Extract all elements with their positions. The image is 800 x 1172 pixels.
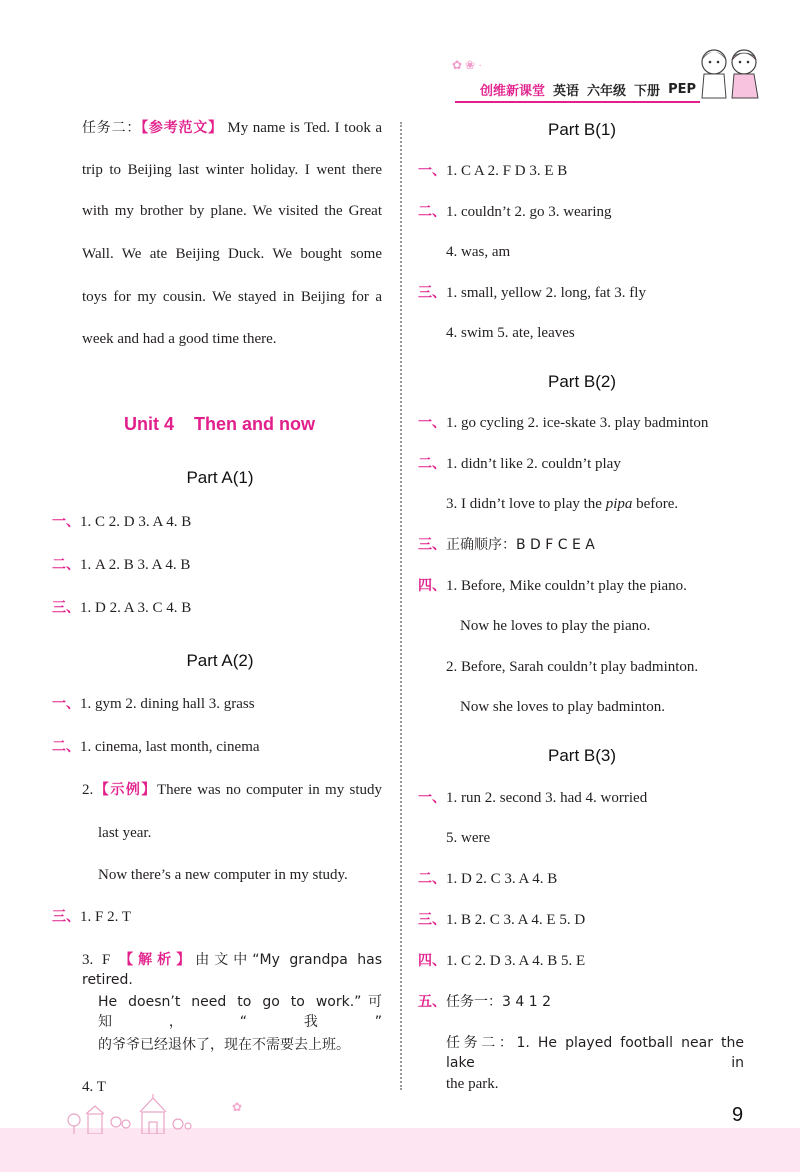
answer-row: 三、1. small, yellow 2. long, fat 3. fly <box>418 285 646 301</box>
answer-row: 2.【示例】There was no computer in my study <box>82 782 383 798</box>
answer-row: Now she loves to play badminton. <box>460 699 665 715</box>
grade-label: 六年级 <box>587 83 627 99</box>
subject-label: 英语 <box>553 83 580 99</box>
answer-row: 二、1. cinema, last month, cinema <box>52 739 260 755</box>
task2-text: My name is Ted. I took a <box>227 120 383 136</box>
task2-line-5: toys for my cousin. We stayed in Beijing for a <box>82 289 382 305</box>
header <box>480 78 696 100</box>
answer-row: 3. I didn’t love to play the pipa before. <box>446 496 679 512</box>
answer-row: 的爷爷已经退休了，现在不需要去上班。 <box>98 1037 350 1053</box>
answer-row: He doesn’t need to go to work.”可知，“我” <box>98 994 382 1030</box>
answer-row: 三、正确顺序：B D F C E A <box>418 537 595 553</box>
edition-label: PEP <box>668 81 696 97</box>
answer-row: 一、1. C A 2. F D 3. E B <box>418 163 568 179</box>
analysis-tag: 【解析】 <box>119 952 196 968</box>
answer-row: 4. was, am <box>446 244 511 260</box>
answer-row: 二、1. couldn’t 2. go 3. wearing <box>418 204 612 220</box>
answer-row: 四、1. C 2. D 3. A 4. B 5. E <box>418 953 586 969</box>
answer-row: 二、1. D 2. C 3. A 4. B <box>418 871 558 887</box>
footer-town-illustration <box>62 1092 252 1134</box>
section-heading: Part B(2) <box>547 372 617 391</box>
task2-line-1 <box>82 118 382 158</box>
task2-label: 任务二： <box>82 120 142 136</box>
answer-row: 4. T <box>82 1079 106 1095</box>
answer-row: 一、1. gym 2. dining hall 3. grass <box>52 696 255 712</box>
answer-row: 一、1. go cycling 2. ice-skate 3. play badminton <box>418 415 709 431</box>
cartoon-girls-illustration <box>688 44 770 102</box>
answer-row: 三、1. D 2. A 3. C 4. B <box>52 600 192 616</box>
brand-name: 创维新课堂 <box>480 83 546 99</box>
footer-band <box>0 1128 800 1172</box>
answer-row: 一、1. C 2. D 3. A 4. B <box>52 514 192 530</box>
section-heading: Part B(1) <box>547 120 617 139</box>
header-decoration: ✿ ❀ · <box>452 58 483 72</box>
task2-line-3: with my brother by plane. We visited the Great <box>82 203 382 219</box>
reference-tag: 【参考范文】 <box>141 120 223 136</box>
answer-row: 5. were <box>446 830 491 846</box>
answer-row: 任务二：1. He played football near the lake in <box>446 1035 744 1071</box>
footer-decoration: ✿ <box>232 1100 243 1114</box>
task2-line-6: week and had a good time there. <box>82 331 277 347</box>
task2-line-4: Wall. We ate Beijing Duck. We bought some <box>82 246 382 262</box>
unit-title: Unit 4 Then and now <box>124 414 315 434</box>
answer-row: 五、任务一：3 4 1 2 <box>418 994 551 1010</box>
answer-row: 四、1. Before, Mike couldn’t play the piano. <box>418 578 687 594</box>
answer-row: 一、1. run 2. second 3. had 4. worried <box>418 790 648 806</box>
answer-row: 2. Before, Sarah couldn’t play badminton. <box>446 659 699 675</box>
answer-row: 二、1. didn’t like 2. couldn’t play <box>418 456 621 472</box>
answer-row: 4. swim 5. ate, leaves <box>446 325 575 341</box>
example-tag: 【示例】 <box>93 782 157 798</box>
column-divider <box>400 122 402 1090</box>
section-heading: Part A(1) <box>186 468 254 487</box>
answer-row: last year. <box>98 825 152 841</box>
section-heading: Part B(3) <box>547 746 617 765</box>
answer-row: 3. F 【解析】由文中“My grandpa has retired. <box>82 952 383 988</box>
task2-line-2: trip to Beijing last winter holiday. I went there <box>82 162 382 178</box>
section-heading: Part A(2) <box>186 651 254 670</box>
answer-row: Now there’s a new computer in my study. <box>98 867 348 883</box>
answer-row: Now he loves to play the piano. <box>460 618 651 634</box>
answer-row: 三、1. F 2. T <box>52 909 131 925</box>
answer-row: 三、1. B 2. C 3. A 4. E 5. D <box>418 912 586 928</box>
page-number: 9 <box>732 1104 744 1126</box>
term-label: 下册 <box>634 83 661 99</box>
header-underline <box>455 101 700 103</box>
answer-row: 二、1. A 2. B 3. A 4. B <box>52 557 191 573</box>
answer-row: the park. <box>446 1076 499 1092</box>
